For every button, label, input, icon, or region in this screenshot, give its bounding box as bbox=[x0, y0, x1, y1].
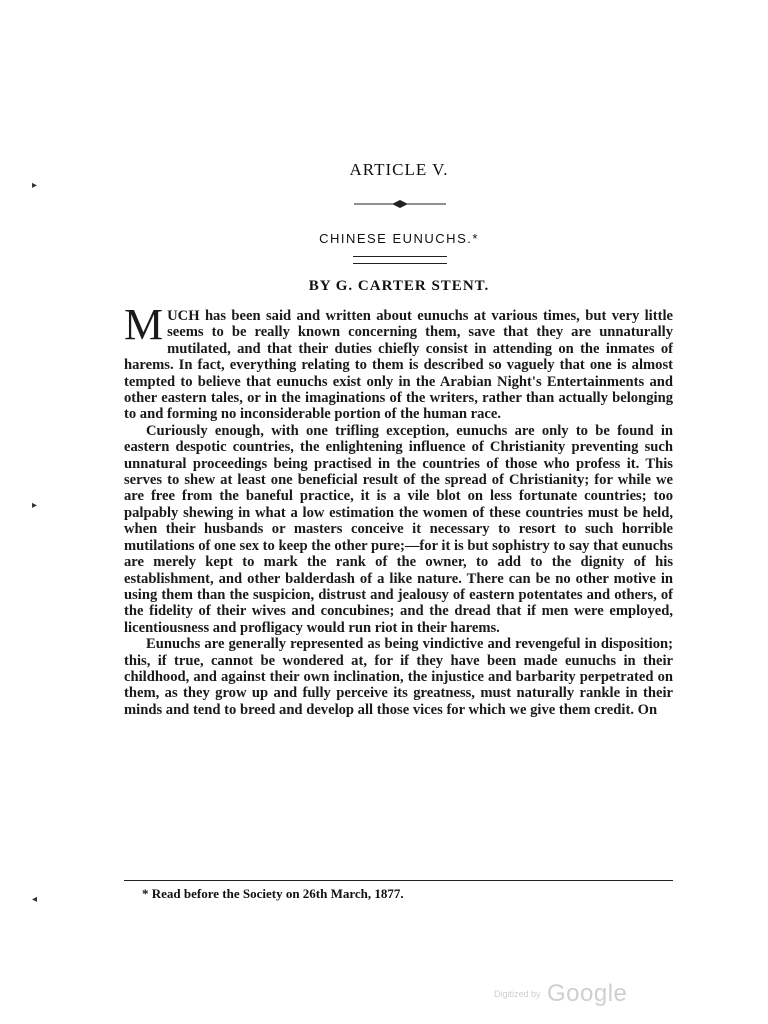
footnote-rule bbox=[124, 880, 673, 881]
footnote: * Read before the Society on 26th March, 1877. bbox=[142, 886, 404, 901]
paragraph-1-text: UCH has been said and written about eunuchs at various times, but very little seems to be really known concerning them, save that they are unnaturally mutilated, and that their duties chiefly consist in attending on the inmates of harems. In fact, everything relating to them is described so vaguely that one is almost tempted to believe that eunuchs exist only in the Arabian Night's Entertainments and other eastern tales, or in the imaginations of the writers, rather than actually belonging to and forming no inconsiderable portion of the human race. bbox=[124, 308, 673, 423]
article-subtitle: CHINESE EUNUCHS.* bbox=[319, 231, 479, 246]
digitized-watermark bbox=[494, 980, 627, 1008]
drop-cap-letter: M bbox=[124, 300, 164, 349]
double-rule-divider bbox=[353, 256, 447, 264]
watermark-prefix: Digitized by bbox=[494, 989, 541, 999]
scan-speck: ◂ bbox=[32, 894, 38, 905]
scan-speck: ▸ bbox=[32, 180, 38, 191]
paragraph-2: Curiously enough, with one trifling exception, eunuchs are only to be found in eastern despotic countries, the enlightening influence of Christianity preventing such unnatural proceedings being practised in the countries of those who profess it. This serves to shew at least one beneficial result of the spread of Christianity; for while we are free from the baneful practice, it is a vile blot on less fortunate countries; too palpably shewing in what a low estimation the women of these countries must be held, when their husbands or masters conceive it necessary to resort to such horrible mutilations of one sex to keep the other pure;—for it is but sophistry to say that eunuchs are merely kept to mark the rank of the owner, to add to the dignity of his establishment, and other balderdash of a like nature. There can be no other motive in using them than the suspicion, distrust and jealousy of eastern potentates and others, of the fidelity of their wives and concubines; and the dread that if men were employed, licentiousness and profligacy would run riot in their harems. bbox=[124, 422, 673, 636]
article-body bbox=[124, 300, 673, 718]
author-byline: BY G. CARTER STENT. bbox=[308, 278, 490, 294]
google-logo: Google bbox=[546, 980, 628, 1007]
scan-speck: ▸ bbox=[32, 500, 38, 511]
article-heading: ARTICLE V. bbox=[349, 160, 449, 179]
paragraph-3: Eunuchs are generally represented as being vindictive and revengeful in disposition; this, if true, cannot be wondered at, for if they have been made eunuchs in their childhood, and against their own inclination, the injustice and barbarity perpetrated on them, as they grow up and fully perceive its greatness, must naturally rankle in their minds and tend to breed and develop all those vices for which we give them credit. On bbox=[124, 636, 673, 718]
ornament-rule bbox=[354, 198, 446, 210]
paragraph-1 bbox=[124, 300, 673, 423]
